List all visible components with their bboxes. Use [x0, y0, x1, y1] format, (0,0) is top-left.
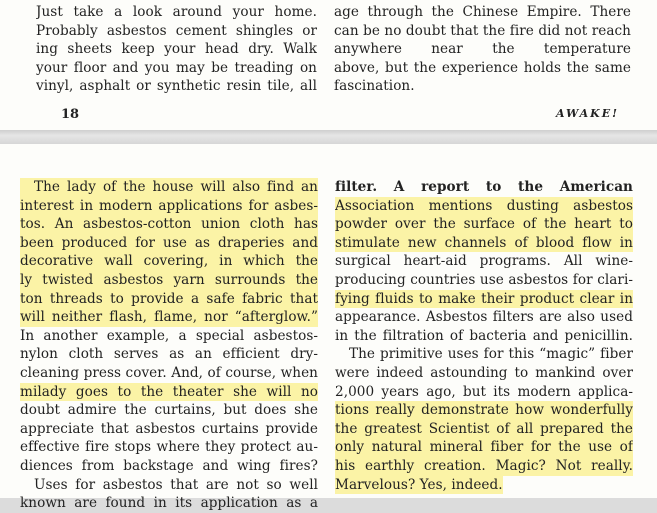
highlighted-line: his earthly creation. Magic? Not really. — [335, 457, 633, 474]
highlighted-line: fying fluids to make their product clear in — [335, 290, 633, 307]
highlighted-line: tions really demonstrate how wonderfully — [335, 402, 633, 419]
text-line: doubt admire the curtains, but does she — [20, 402, 318, 419]
text-line: anywhere near the temperature — [334, 41, 631, 58]
text-line: surgical heart-aid programs. All wine- — [335, 253, 633, 270]
text-line: appreciate that asbestos curtains provide — [20, 420, 318, 437]
highlighted-line: decorative wall covering, in which the — [20, 253, 318, 270]
text-line: Uses for asbestos that are not so well — [34, 476, 318, 493]
text-line: your floor and you may be treading on — [36, 59, 317, 76]
text-line: can be no doubt that the fire did not reach — [334, 22, 631, 39]
top-left-column — [36, 3, 317, 96]
text-line: age through the Chinese Empire. There — [334, 4, 631, 20]
bottom-right-column — [335, 178, 633, 500]
text-line: were indeed astounding to mankind over — [335, 364, 633, 381]
page-number: 18 — [61, 107, 80, 122]
bottom-left-column — [20, 178, 318, 513]
highlighted-line: stimulate new channels of blood flow in — [335, 234, 633, 251]
highlighted-line: only natural mineral fiber for the use of — [335, 439, 633, 456]
text-line: effective fire stops where they protect au- — [20, 439, 318, 456]
text-line: In another example, a special asbestos- — [20, 327, 318, 344]
highlighted-line: Association mentions dusting asbestos — [335, 197, 633, 214]
text-line: 2,000 years ago, but its modern applica- — [335, 383, 633, 400]
highlighted-line: ly twisted asbestos yarn surrounds the — [20, 271, 318, 288]
magazine-name: AWAKE! — [556, 107, 619, 120]
page-gap — [0, 130, 657, 144]
text-line: diences from backstage and wing fires? — [20, 457, 318, 474]
text-line: fascination. — [334, 78, 415, 95]
highlighted-line: Marvelous? Yes, indeed. — [335, 476, 503, 493]
highlighted-line: powder over the surface of the heart to — [335, 216, 633, 233]
text-line: ing sheets keep your head dry. Walk — [36, 41, 317, 58]
highlighted-line: will neither flash, flame, nor “afterglow.” — [20, 309, 318, 326]
text-line: Probably asbestos cement shingles or — [36, 22, 317, 39]
top-right-column — [334, 3, 631, 96]
text-line: producing countries use asbestos for clari- — [335, 271, 633, 288]
highlighted-line: The lady of the house will also find an — [20, 178, 318, 197]
highlighted-line: the greatest Scientist of all prepared the — [335, 420, 633, 437]
highlighted-line: milady goes to the theater she will no — [20, 383, 318, 400]
text-line: nylon cloth serves as an efficient dry- — [20, 346, 318, 363]
text-line: known are found in its application as a — [20, 495, 318, 512]
text-line: appearance. Asbestos filters are also used — [335, 309, 633, 326]
text-line: in the filtration of bacteria and penicillin. — [335, 327, 633, 344]
highlighted-line: tos. An asbestos-cotton union cloth has — [20, 216, 318, 233]
text-line: The primitive uses for this “magic” fiber — [349, 346, 633, 363]
highlighted-line: been produced for use as draperies and — [20, 234, 318, 251]
highlighted-line: ton threads to provide a safe fabric that — [20, 290, 318, 307]
text-line: filter. A report to the American — [335, 179, 633, 195]
bottom-page — [0, 144, 657, 512]
text-line: vinyl, asphalt or synthetic resin tile, all — [36, 78, 317, 95]
text-line: Just take a look around your home. — [36, 4, 317, 20]
text-line: cleaning press cover. And, of course, when — [20, 364, 318, 381]
text-line: above, but the experience holds the same — [334, 59, 631, 76]
highlighted-line: interest in modern applications for asbes- — [20, 197, 318, 214]
top-page — [0, 0, 657, 130]
